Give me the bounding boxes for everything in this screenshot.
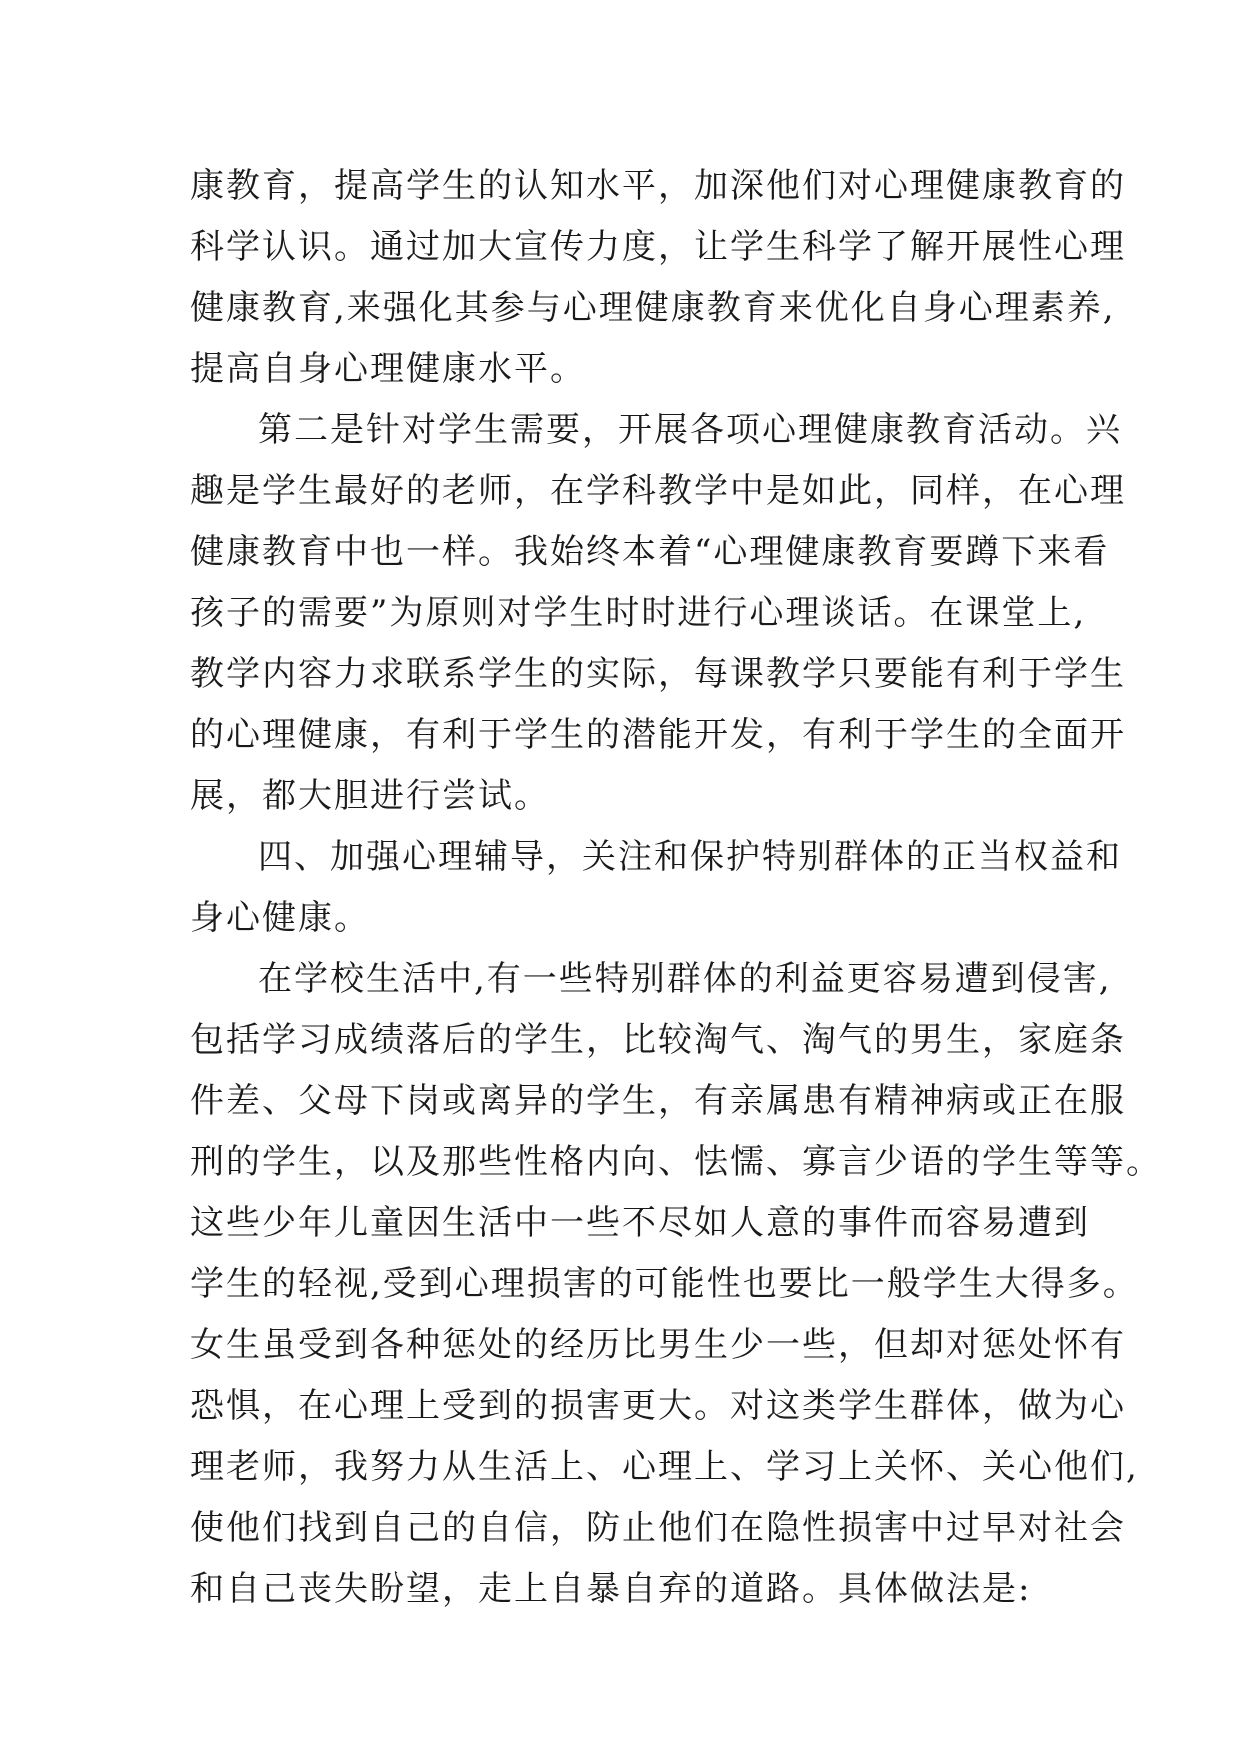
text-line: 和自己丧失盼望，走上自暴自弃的道路。具体做法是: [190, 1569, 1032, 1609]
document-body [190, 156, 1162, 1620]
section-heading-line: 四、加强心理辅导，关注和保护特别群体的正当权益和 [258, 837, 1122, 877]
text-line: 使他们找到自己的自信，防止他们在隐性损害中过早对社会 [190, 1508, 1126, 1548]
text-line: 恐惧，在心理上受到的损害更大。对这类学生群体，做为心 [190, 1386, 1126, 1426]
text-line: 刑的学生，以及那些性格内向、怯懦、寡言少语的学生等等。 [190, 1142, 1162, 1182]
text-line: 展，都大胆进行尝试。 [190, 776, 550, 816]
paragraph-start-line: 第二是针对学生需要，开展各项心理健康教育活动。兴 [258, 410, 1122, 450]
text-line: 包括学习成绩落后的学生，比较淘气、淘气的男生，家庭条 [190, 1020, 1126, 1060]
text-line: 这些少年儿童因生活中一些不尽如人意的事件而容易遭到 [190, 1203, 1090, 1243]
text-line: 康教育，提高学生的认知水平，加深他们对心理健康教育的 [190, 166, 1126, 206]
section-heading-line: 身心健康。 [190, 898, 370, 938]
text-line: 孩子的需要”为原则对学生时时进行心理谈话。在课堂上, [190, 593, 1087, 633]
text-line: 理老师，我努力从生活上、心理上、学习上关怀、关心他们, [190, 1447, 1139, 1487]
text-line: 科学认识。通过加大宣传力度，让学生科学了解开展性心理 [190, 227, 1126, 267]
text-line: 趣是学生最好的老师，在学科教学中是如此，同样，在心理 [190, 471, 1126, 511]
text-line: 提高自身心理健康水平。 [190, 349, 586, 389]
paragraph-start-line: 在学校生活中,有一些特别群体的利益更容易遭到侵害, [258, 959, 1112, 999]
text-line: 教学内容力求联系学生的实际，每课教学只要能有利于学生 [190, 654, 1126, 694]
text-line: 件差、父母下岗或离异的学生，有亲属患有精神病或正在服 [190, 1081, 1126, 1121]
text-line: 学生的轻视,受到心理损害的可能性也要比一般学生大得多。 [190, 1264, 1139, 1304]
text-line: 的心理健康，有利于学生的潜能开发，有利于学生的全面开 [190, 715, 1126, 755]
text-line: 女生虽受到各种惩处的经历比男生少一些，但却对惩处怀有 [190, 1325, 1126, 1365]
text-line: 健康教育中也一样。我始终本着“心理健康教育要蹲下来看 [190, 532, 1110, 572]
text-line: 健康教育,来强化其参与心理健康教育来优化自身心理素养, [190, 288, 1116, 328]
